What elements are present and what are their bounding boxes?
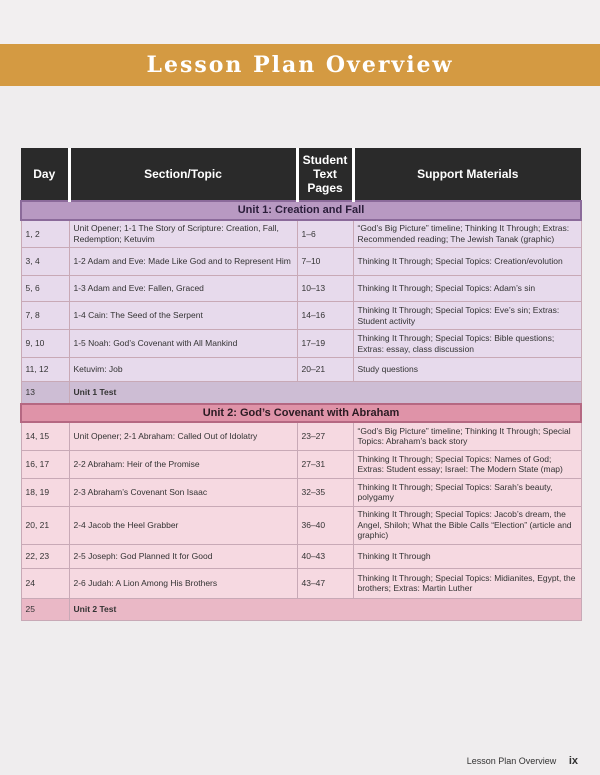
pages-cell: 10–13	[297, 276, 353, 302]
support-cell: “God’s Big Picture” timeline; Thinking It Through; Extras: Recommended reading; The Jewish Tanak (graphic)	[353, 220, 581, 248]
topic-cell: 2-6 Judah: A Lion Among His Brothers	[69, 568, 297, 598]
header-support: Support Materials	[353, 148, 581, 201]
pages-cell: 20–21	[297, 358, 353, 382]
pages-cell: 7–10	[297, 248, 353, 276]
top-band	[0, 0, 600, 44]
pages-cell: 32–35	[297, 478, 353, 506]
support-cell: Thinking It Through; Special Topics: Midianites, Egypt, the brothers; Extras: Martin Luther	[353, 568, 581, 598]
support-cell: Thinking It Through; Special Topics: Eve’s sin; Extras: Student activity	[353, 302, 581, 330]
header-pages: Student Text Pages	[297, 148, 353, 201]
support-cell: “God’s Big Picture” timeline; Thinking It Through; Special Topics: Abraham’s back story	[353, 422, 581, 450]
table-row	[21, 568, 581, 598]
day-cell: 1, 2	[21, 220, 69, 248]
day-cell: 13	[21, 382, 69, 404]
header-topic: Section/Topic	[69, 148, 297, 201]
title-banner	[0, 44, 600, 86]
unit-1-test-row	[21, 382, 581, 404]
table-row	[21, 248, 581, 276]
table-row	[21, 506, 581, 544]
page-title: Lesson Plan Overview	[146, 52, 454, 78]
unit-1-title: Unit 1: Creation and Fall	[21, 201, 581, 220]
unit-1-heading-row	[21, 201, 581, 220]
support-cell: Study questions	[353, 358, 581, 382]
day-cell: 14, 15	[21, 422, 69, 450]
topic-cell: 1-4 Cain: The Seed of the Serpent	[69, 302, 297, 330]
day-cell: 24	[21, 568, 69, 598]
day-cell: 5, 6	[21, 276, 69, 302]
pages-cell: 23–27	[297, 422, 353, 450]
support-cell: Thinking It Through; Special Topics: Adam’s sin	[353, 276, 581, 302]
topic-cell: 1-3 Adam and Eve: Fallen, Graced	[69, 276, 297, 302]
table-row	[21, 422, 581, 450]
day-cell: 7, 8	[21, 302, 69, 330]
topic-cell: 1-5 Noah: God’s Covenant with All Mankind	[69, 330, 297, 358]
support-cell: Thinking It Through; Special Topics: Bible questions; Extras: essay, class discussion	[353, 330, 581, 358]
topic-cell: 2-2 Abraham: Heir of the Promise	[69, 450, 297, 478]
page-number: ix	[568, 755, 578, 767]
pages-cell: 27–31	[297, 450, 353, 478]
page-footer	[467, 755, 578, 767]
footer-label: Lesson Plan Overview	[466, 756, 557, 766]
table-row	[21, 358, 581, 382]
day-cell: 9, 10	[21, 330, 69, 358]
table-row	[21, 478, 581, 506]
pages-cell: 1–6	[297, 220, 353, 248]
topic-cell: 2-4 Jacob the Heel Grabber	[69, 506, 297, 544]
support-cell: Thinking It Through; Special Topics: Jacob’s dream, the Angel, Shiloh; What the Bible Calls “Election” (article and graphic)	[353, 506, 581, 544]
test-cell: Unit 1 Test	[69, 382, 581, 404]
day-cell: 22, 23	[21, 544, 69, 568]
day-cell: 3, 4	[21, 248, 69, 276]
day-cell: 20, 21	[21, 506, 69, 544]
support-cell: Thinking It Through; Special Topics: Creation/evolution	[353, 248, 581, 276]
unit-2-test-row	[21, 598, 581, 620]
topic-cell: 2-5 Joseph: God Planned It for Good	[69, 544, 297, 568]
header-row	[21, 148, 581, 201]
topic-cell: 2-3 Abraham’s Covenant Son Isaac	[69, 478, 297, 506]
lesson-plan-table-container	[20, 148, 580, 621]
table-row	[21, 544, 581, 568]
day-cell: 16, 17	[21, 450, 69, 478]
day-cell: 18, 19	[21, 478, 69, 506]
pages-cell: 43–47	[297, 568, 353, 598]
support-cell: Thinking It Through; Special Topics: Sarah’s beauty, polygamy	[353, 478, 581, 506]
table-row	[21, 220, 581, 248]
pages-cell: 36–40	[297, 506, 353, 544]
topic-cell: 1-2 Adam and Eve: Made Like God and to Represent Him	[69, 248, 297, 276]
header-day: Day	[21, 148, 69, 201]
support-cell: Thinking It Through	[353, 544, 581, 568]
lesson-plan-table	[20, 148, 582, 621]
day-cell: 11, 12	[21, 358, 69, 382]
day-cell: 25	[21, 598, 69, 620]
topic-cell: Ketuvim: Job	[69, 358, 297, 382]
table-row	[21, 302, 581, 330]
table-row	[21, 330, 581, 358]
support-cell: Thinking It Through; Special Topics: Names of God; Extras: Student essay; Israel: The Modern State (map)	[353, 450, 581, 478]
table-row	[21, 450, 581, 478]
topic-cell: Unit Opener; 1-1 The Story of Scripture: Creation, Fall, Redemption; Ketuvim	[69, 220, 297, 248]
pages-cell: 40–43	[297, 544, 353, 568]
test-cell: Unit 2 Test	[69, 598, 581, 620]
pages-cell: 17–19	[297, 330, 353, 358]
pages-cell: 14–16	[297, 302, 353, 330]
unit-2-title: Unit 2: God’s Covenant with Abraham	[21, 404, 581, 423]
table-row	[21, 276, 581, 302]
unit-2-heading-row	[21, 404, 581, 423]
topic-cell: Unit Opener; 2-1 Abraham: Called Out of Idolatry	[69, 422, 297, 450]
